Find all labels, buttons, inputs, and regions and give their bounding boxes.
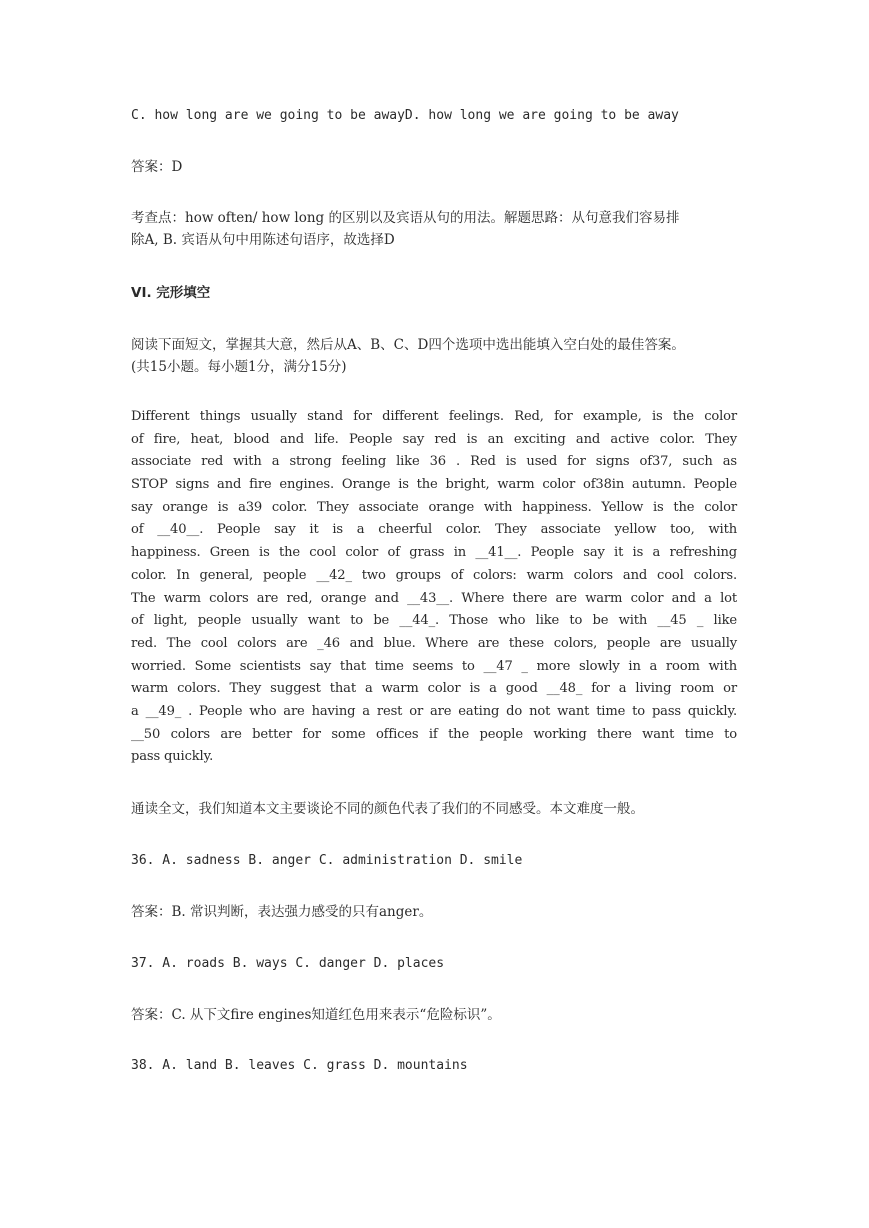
passage-line: of fire, heat, blood and life. People say red is an exciting and active color. They — [131, 431, 737, 447]
passage-line: happiness. Green is the cool color of grass in __41__. People say it is a refreshing — [131, 545, 737, 561]
q35-note-line-2: 除A, B. 宾语从句中用陈述句语序，故选择D — [131, 232, 395, 248]
passage-line: say orange is a39 color. They associate orange with happiness. Yellow is the color — [131, 499, 737, 515]
passage-line: color. In general, people __42_ two groups of colors: warm colors and cool colors. — [131, 567, 737, 583]
passage-line: pass quickly. — [131, 749, 214, 765]
q37-answer: 答案：C. 从下文fire engines知道红色用来表示“危险标识”。 — [131, 1007, 501, 1023]
passage-line: of light, people usually want to be __44_. Those who like to be with __45 _ like — [131, 613, 737, 629]
q38-options: 38. A. land B. leaves C. grass D. mountains — [131, 1058, 468, 1073]
cloze-passage — [131, 406, 737, 769]
passage-line: warm colors. They suggest that a warm color is a good __48_ for a living room or — [131, 681, 737, 697]
passage-line: __50 colors are better for some offices if the people working there want time to — [131, 726, 737, 742]
passage-line: Different things usually stand for different feelings. Red, for example, is the color — [131, 409, 737, 424]
q37-options: 37. A. roads B. ways C. danger D. places — [131, 956, 445, 971]
instructions-line-2: (共15小题。每小题1分，满分15分) — [131, 359, 347, 375]
q35-note-line-1: 考查点：how often/ how long 的区别以及宾语从句的用法。解题思路：从句意我们容易排 — [131, 210, 680, 226]
passage-line: The warm colors are red, orange and __43__. Where there are warm color and a lot — [131, 590, 737, 606]
passage-line: red. The cool colors are _46 and blue. Where are these colors, people are usually — [131, 635, 737, 651]
passage-summary: 通读全文，我们知道本文主要谈论不同的颜色代表了我们的不同感受。本文难度一般。 — [131, 801, 644, 817]
passage-line: of __40__. People say it is a cheerful color. They associate yellow too, with — [131, 522, 737, 538]
instructions-line-1: 阅读下面短文，掌握其大意，然后从A、B、C、D四个选项中选出能填入空白处的最佳答案。 — [131, 337, 685, 353]
passage-line: a __49_ . People who are having a rest or are eating do not want time to pass quickly. — [131, 703, 737, 719]
q36-answer: 答案：B. 常识判断，表达强力感受的只有anger。 — [131, 904, 433, 920]
q36-options: 36. A. sadness B. anger C. administration D. smile — [131, 853, 523, 868]
passage-line: STOP signs and fire engines. Orange is the bright, warm color of38in autumn. People — [131, 477, 737, 493]
passage-line: associate red with a strong feeling like 36 . Red is used for signs of37, such as — [131, 454, 737, 470]
passage-line: worried. Some scientists say that time seems to __47 _ more slowly in a room with — [131, 658, 737, 674]
q35-answer: 答案：D — [131, 159, 183, 175]
section-heading: VI. 完形填空 — [131, 285, 211, 301]
q35-options-cd: C. how long are we going to be awayD. how long we are going to be away — [131, 108, 679, 123]
